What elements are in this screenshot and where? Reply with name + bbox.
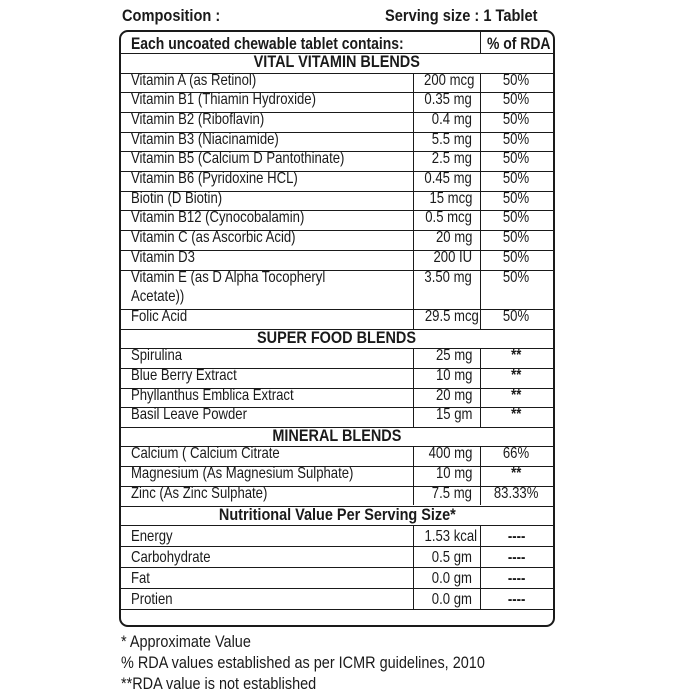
nutrient-name-text: Energy xyxy=(131,528,173,545)
rda-value xyxy=(480,549,553,567)
nutrient-amount xyxy=(413,249,472,267)
column-divider xyxy=(480,73,481,329)
column-divider xyxy=(480,525,481,609)
nutrient-name-text: Vitamin C (as Ascorbic Acid) xyxy=(131,229,296,247)
table-row xyxy=(121,588,553,609)
rda-value xyxy=(480,485,553,503)
nutrient-amount-text: 0.0 gm xyxy=(431,591,472,608)
nutrient-name xyxy=(131,249,209,267)
rda-value xyxy=(480,347,553,365)
footnote-approximate: * Approximate Value xyxy=(121,632,251,651)
column-divider xyxy=(413,73,414,329)
rda-value-text: ---- xyxy=(507,549,526,566)
table-row xyxy=(121,309,553,329)
nutrient-amount-text: 7.5 mg xyxy=(431,484,472,502)
table-row xyxy=(121,407,553,427)
section-title xyxy=(121,505,553,525)
nutrient-amount xyxy=(413,465,472,483)
nutrient-amount xyxy=(413,406,472,424)
column-divider xyxy=(480,446,481,505)
table-row xyxy=(121,525,553,546)
nutrient-name-text: Vitamin B3 (Niacinamide) xyxy=(131,130,279,148)
rda-value-text: 50% xyxy=(503,307,530,325)
nutrient-amount xyxy=(413,111,472,129)
rda-value-text: 50% xyxy=(503,91,530,109)
table-row xyxy=(121,486,553,506)
rda-value-text: 50% xyxy=(503,248,530,266)
section-title-text: SUPER FOOD BLENDS xyxy=(257,327,417,347)
nutrient-amount-text: 200 mcg xyxy=(424,71,475,89)
table-row xyxy=(121,567,553,588)
nutrient-name-continued xyxy=(131,288,196,306)
rda-value xyxy=(480,367,553,385)
nutrient-name xyxy=(131,591,182,609)
nutrient-name xyxy=(131,485,297,503)
nutrient-amount-text: 0.5 gm xyxy=(431,549,472,566)
rda-value-text: ** xyxy=(511,406,522,424)
nutrient-amount xyxy=(413,91,472,109)
rda-value-text: 50% xyxy=(503,71,530,89)
nutrient-amount xyxy=(413,549,472,567)
column-divider xyxy=(413,446,414,505)
nutrient-name-text: Vitamin B5 (Calcium D Pantothinate) xyxy=(131,150,345,168)
nutrient-amount-text: 5.5 mg xyxy=(431,130,472,148)
nutrient-name-continued-text: Acetate)) xyxy=(131,288,185,306)
rda-value xyxy=(480,209,553,227)
column-divider xyxy=(480,348,481,427)
rda-value xyxy=(480,465,553,483)
rda-value-text: 50% xyxy=(503,130,530,148)
section-title xyxy=(121,328,553,348)
nutrient-name xyxy=(131,170,334,188)
footnote-rda-not-established: **RDA value is not established xyxy=(121,674,317,693)
nutrient-name-text: Vitamin B2 (Riboflavin) xyxy=(131,110,265,128)
table-row xyxy=(121,368,553,388)
nutrient-name-text: Folic Acid xyxy=(131,307,188,325)
nutrient-name xyxy=(131,229,332,247)
column-divider xyxy=(413,525,414,609)
rda-value xyxy=(480,591,553,609)
nutrient-amount xyxy=(413,269,472,287)
nutrient-name-text: Vitamin A (as Retinol) xyxy=(131,71,257,89)
serving-size: Serving size : 1 Tablet xyxy=(385,6,538,25)
nutrient-name xyxy=(131,549,228,567)
rda-value-text: ** xyxy=(511,347,522,365)
nutrient-name xyxy=(131,190,242,208)
rda-value xyxy=(480,249,553,267)
table-row xyxy=(121,250,553,270)
nutrient-amount xyxy=(413,209,472,227)
rda-value-text: ** xyxy=(511,386,522,404)
nutrient-name-text: Biotin (D Biotin) xyxy=(131,189,223,207)
nutrient-name-text: Vitamin E (as D Alpha Tocopheryl xyxy=(131,268,326,286)
rda-value-text: 50% xyxy=(503,268,530,286)
table-row xyxy=(121,151,553,171)
nutrient-amount-text: 0.5 mcg xyxy=(425,209,472,227)
rda-value xyxy=(480,406,553,424)
nutrient-name xyxy=(131,308,199,326)
nutrient-name xyxy=(131,111,293,129)
column-divider xyxy=(480,32,481,53)
nutrient-amount xyxy=(413,445,472,463)
nutrient-name xyxy=(131,445,312,463)
table-row xyxy=(121,73,553,93)
column-divider xyxy=(413,348,414,427)
rda-value-text: ---- xyxy=(507,570,526,587)
nutrient-name xyxy=(131,269,368,287)
footnote-icmr: % RDA values established as per ICMR guidelines, 2010 xyxy=(121,653,485,672)
table-row xyxy=(121,388,553,408)
composition-table xyxy=(119,30,555,627)
nutrient-name-text: Blue Berry Extract xyxy=(131,366,237,384)
nutrient-name xyxy=(131,150,391,168)
nutrient-amount xyxy=(413,307,479,326)
rda-value-text: ---- xyxy=(507,528,526,545)
nutrient-amount-text: 15 gm xyxy=(435,406,472,424)
nutrient-name-text: Vitamin B1 (Thiamin Hydroxide) xyxy=(131,91,316,109)
nutrient-name-text: Magnesium (As Magnesium Sulphate) xyxy=(131,465,354,483)
nutrient-name xyxy=(131,465,402,483)
nutrient-name xyxy=(131,347,193,365)
rda-value xyxy=(480,570,553,588)
nutrient-amount xyxy=(413,150,472,168)
table-row xyxy=(121,112,553,132)
rda-value xyxy=(480,269,553,287)
nutrient-name-text: Vitamin B6 (Pyridoxine HCL) xyxy=(131,170,298,187)
nutrient-amount-text: 200 IU xyxy=(433,248,472,266)
rda-value xyxy=(480,72,553,90)
nutrient-amount xyxy=(413,347,472,365)
table-header-rda: % of RDA xyxy=(487,34,551,53)
nutrient-name xyxy=(131,367,260,385)
rda-value xyxy=(480,150,553,168)
row-divider xyxy=(121,609,553,610)
nutrient-name-text: Spirulina xyxy=(131,347,183,365)
table-row xyxy=(121,446,553,466)
nutrient-amount xyxy=(413,131,472,149)
nutrient-amount xyxy=(413,170,472,188)
nutrient-amount-text: 20 mg xyxy=(435,229,472,247)
nutrient-amount xyxy=(413,190,472,208)
rda-value-text: ---- xyxy=(507,591,526,608)
table-row xyxy=(121,132,553,152)
nutrient-amount-text: 0.45 mg xyxy=(424,170,472,187)
rda-value-text: 50% xyxy=(503,170,530,187)
nutrient-name-text: Vitamin D3 xyxy=(131,248,195,266)
nutrient-amount-text: 400 mg xyxy=(428,445,472,463)
table-header-contains: Each uncoated chewable tablet contains: xyxy=(131,34,404,53)
table-row xyxy=(121,230,553,250)
nutrient-name xyxy=(131,72,284,90)
rda-value xyxy=(480,528,553,546)
composition-label: Composition : xyxy=(122,6,221,25)
rda-value xyxy=(480,170,553,188)
nutrient-name-text: Carbohydrate xyxy=(131,549,211,566)
table-row xyxy=(121,171,553,191)
nutrient-name xyxy=(131,406,272,424)
rda-value xyxy=(480,91,553,109)
section-title-text: MINERAL BLENDS xyxy=(272,425,402,445)
nutrient-amount-text: 15 mcg xyxy=(428,189,472,207)
nutrient-amount-text: 3.50 mg xyxy=(424,268,472,286)
table-row xyxy=(121,270,553,309)
table-row xyxy=(121,92,553,112)
nutrient-name-text: Vitamin B12 (Cynocobalamin) xyxy=(131,209,305,227)
table-row xyxy=(121,348,553,368)
section-title xyxy=(121,426,553,446)
nutrient-amount-text: 1.53 kcal xyxy=(424,528,478,545)
nutrient-name xyxy=(131,570,154,588)
rda-value xyxy=(480,111,553,129)
nutrient-amount xyxy=(413,229,472,247)
rda-value-text: 83.33% xyxy=(494,484,539,502)
table-row xyxy=(121,546,553,567)
nutrient-amount xyxy=(413,71,475,90)
nutrient-amount xyxy=(413,367,472,385)
nutrient-name-text: Calcium ( Calcium Citrate xyxy=(131,445,280,463)
nutrient-name-text: Phyllanthus Emblica Extract xyxy=(131,386,294,404)
nutrient-amount-text: 10 mg xyxy=(435,465,472,483)
nutrient-amount-text: 0.35 mg xyxy=(424,91,472,109)
nutrient-amount-text: 29.5 mcg xyxy=(424,307,479,325)
rda-value xyxy=(480,229,553,247)
nutrient-amount-text: 2.5 mg xyxy=(431,150,472,168)
rda-value xyxy=(480,131,553,149)
section-title-text: Nutritional Value Per Serving Size* xyxy=(218,504,456,524)
rda-value xyxy=(480,387,553,405)
rda-value-text: ** xyxy=(511,366,522,384)
nutrient-amount xyxy=(413,387,472,405)
rda-value-text: 50% xyxy=(503,150,530,168)
rda-value xyxy=(480,190,553,208)
nutrient-amount xyxy=(413,591,472,609)
rda-value-text: ** xyxy=(511,465,522,483)
nutrient-name-text: Fat xyxy=(131,570,150,587)
section-title-text: VITAL VITAMIN BLENDS xyxy=(253,52,421,71)
nutrient-amount xyxy=(413,485,472,503)
rda-value-text: 66% xyxy=(503,445,530,463)
nutrient-amount-text: 10 mg xyxy=(435,366,472,384)
table-row xyxy=(121,210,553,230)
rda-value-text: 50% xyxy=(503,229,530,247)
nutrient-name-text: Zinc (As Zinc Sulphate) xyxy=(131,484,268,502)
nutrient-name xyxy=(131,209,342,227)
nutrient-amount xyxy=(413,570,472,588)
nutrient-name-text: Protien xyxy=(131,591,173,608)
nutrient-amount-text: 0.0 gm xyxy=(431,570,472,587)
nutrient-name xyxy=(131,131,311,149)
rda-value-text: 50% xyxy=(503,189,530,207)
nutrient-name xyxy=(131,91,357,109)
nutrient-amount-text: 0.4 mg xyxy=(431,110,472,128)
rda-value xyxy=(480,445,553,463)
nutrient-amount xyxy=(413,528,478,546)
nutrient-name-text: Basil Leave Powder xyxy=(131,406,247,424)
rda-value-text: 50% xyxy=(503,209,530,227)
rda-value-text: 50% xyxy=(503,110,530,128)
section-title xyxy=(121,52,553,72)
table-row xyxy=(121,191,553,211)
nutrient-amount-text: 25 mg xyxy=(435,347,472,365)
nutrient-amount-text: 20 mg xyxy=(435,386,472,404)
nutrient-name xyxy=(131,528,182,546)
rda-value xyxy=(480,308,553,326)
nutrient-name xyxy=(131,387,329,405)
table-row xyxy=(121,466,553,486)
